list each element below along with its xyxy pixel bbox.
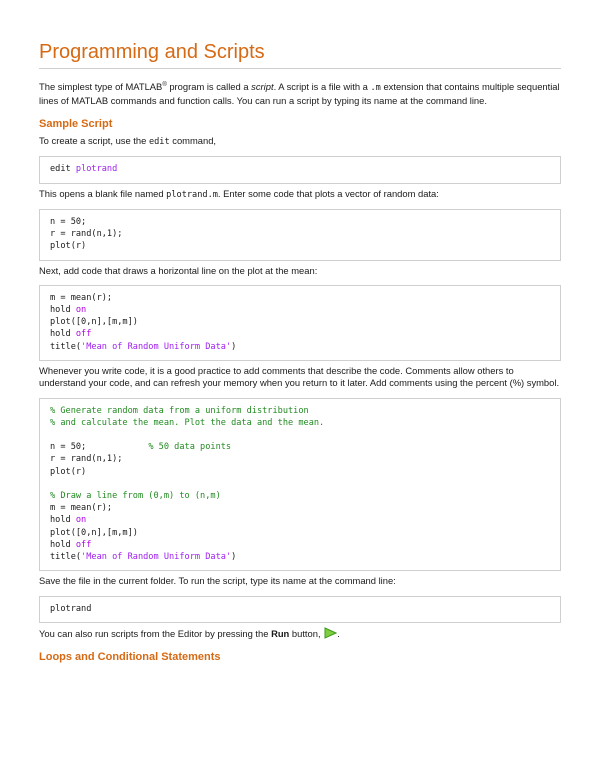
document-page — [39, 40, 561, 668]
intro-paragraph: The simplest type of MATLAB® program is called a script. A script is a file with a .m extension that contains multiple sequential lines of MATLAB commands and function calls. You can run a script by typing its name at the command line. — [39, 81, 560, 106]
save-paragraph: Save the file in the current folder. To run the script, type its name at the command line: — [39, 575, 396, 587]
next-paragraph: Next, add code that draws a horizontal line on the plot at the mean: — [39, 264, 318, 276]
create-paragraph: To create a script, use the edit command, — [39, 134, 217, 147]
run-paragraph: You can also run scripts from the Editor by pressing the Run button, . — [39, 627, 340, 639]
page-title: Programming and Scripts — [39, 40, 561, 69]
code-block-run: plotrand — [39, 596, 561, 623]
code-block-plot: n = 50; r = rand(n,1); plot(r) — [39, 209, 561, 261]
opens-paragraph: This opens a blank file named plotrand.m. Enter some code that plots a vector of random data: — [39, 187, 439, 200]
code-block-mean: m = mean(r); hold on plot([0,n],[m,m]) hold off title('Mean of Random Uniform Data') — [39, 285, 561, 361]
sample-script-heading: Sample Script — [39, 117, 113, 130]
loops-heading: Loops and Conditional Statements — [39, 651, 221, 664]
code-block-edit: edit plotrand — [39, 156, 561, 183]
run-icon — [323, 627, 337, 639]
code-block-commented: % Generate random data from a uniform distribution % and calculate the mean. Plot the data and the mean. n = 50; % 50 data points r = rand(n,1); plot(r) % Draw a line from (0,m) to (n,m) m = mean(r); hold on plot([0,n],[m,m]) hold off title('Mean of Random Uniform Data') — [39, 398, 561, 571]
comments-paragraph: Whenever you write code, it is a good practice to add comments that describe the code. Comments allow others to understand your code, and can refresh your memory when you return to it later. Add comments using the percent (%) symbol. — [39, 364, 560, 389]
